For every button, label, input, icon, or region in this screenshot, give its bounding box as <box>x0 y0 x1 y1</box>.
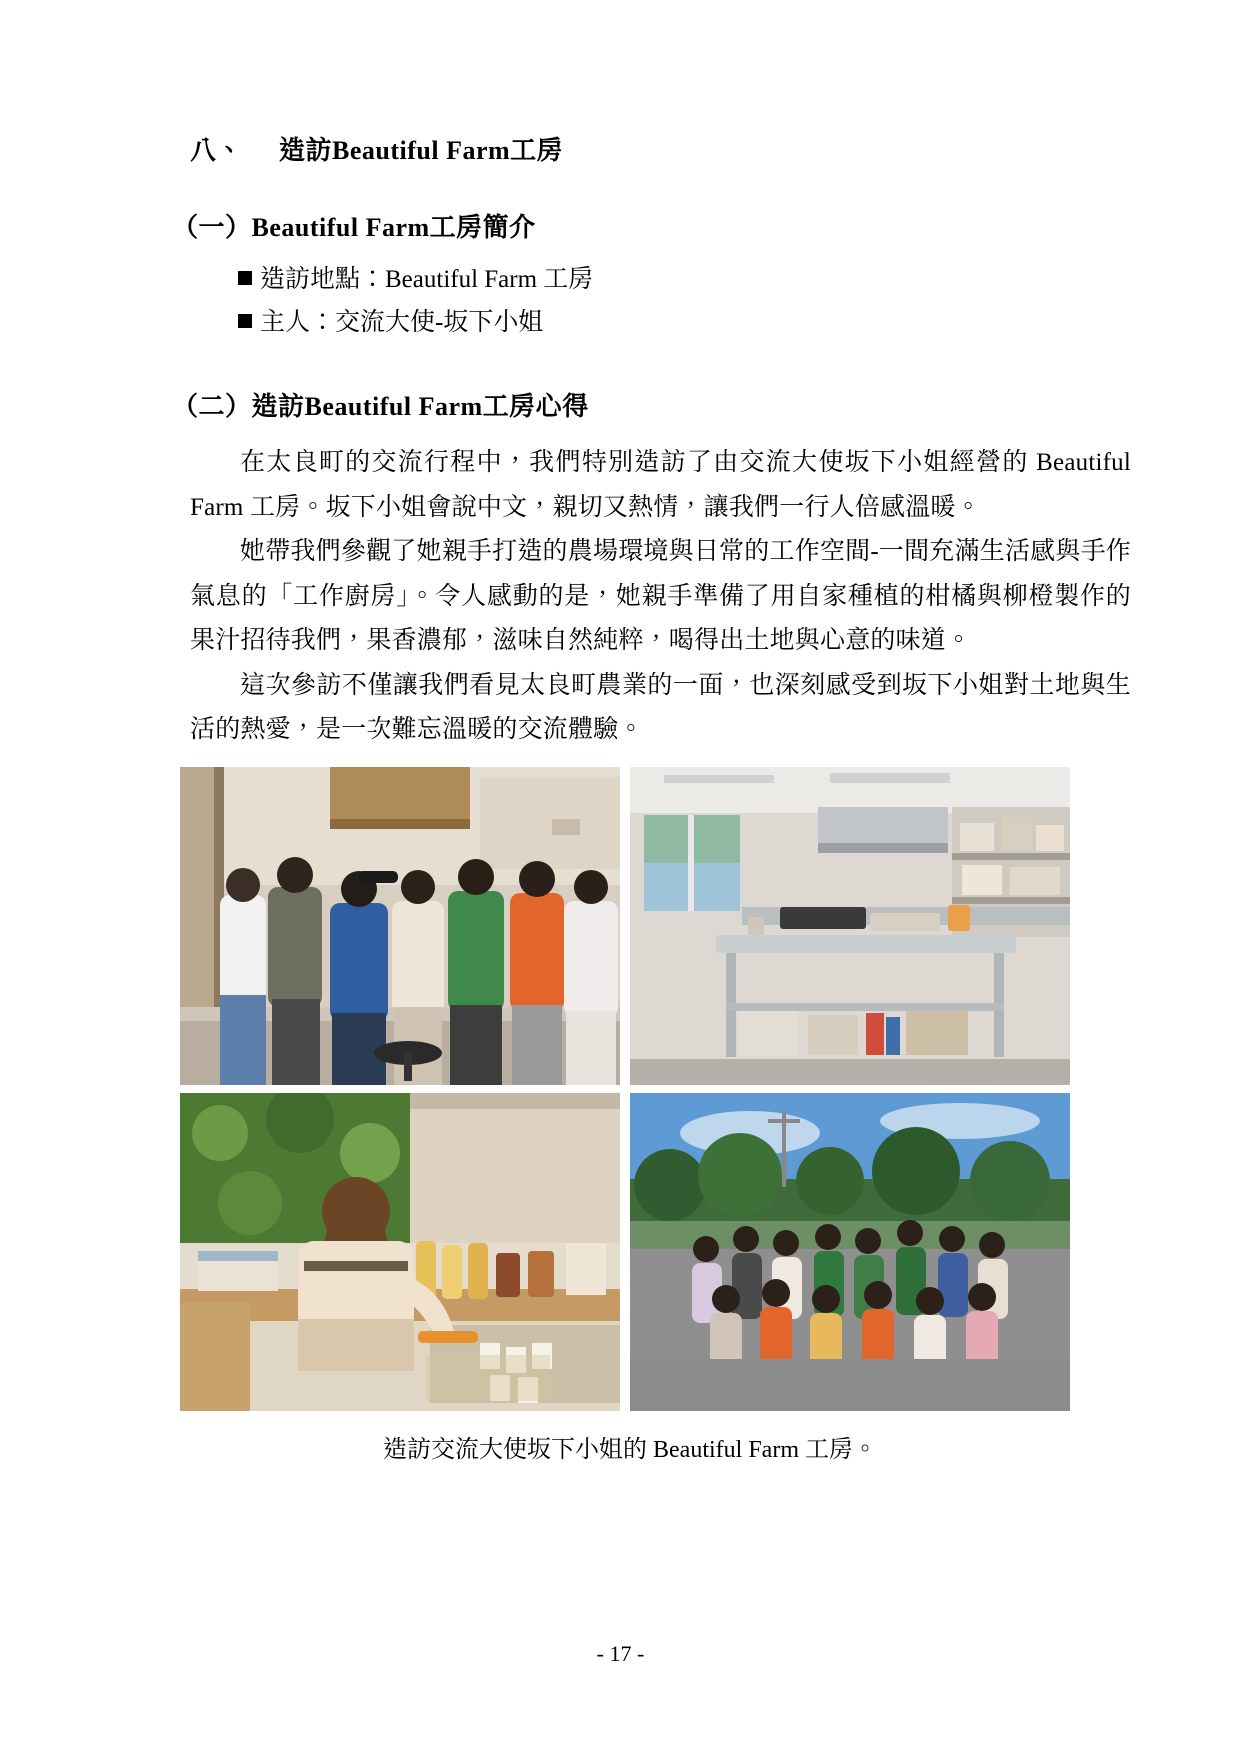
photo-group-outdoor <box>630 1093 1070 1411</box>
list-item-label: 主人：交流大使-坂下小姐 <box>260 309 544 336</box>
intro-bullet-list <box>238 258 1131 344</box>
photo-pouring-juice <box>180 1093 620 1411</box>
section-heading <box>190 130 1131 167</box>
photo-group-in-workshop <box>180 767 620 1085</box>
photo-work-kitchen <box>630 767 1070 1085</box>
square-bullet-icon <box>238 271 252 285</box>
subsection-2-heading: （二）造訪Beautiful Farm工房心得 <box>172 392 589 421</box>
paragraph-1: 在太良町的交流行程中，我們特別造訪了由交流大使坂下小姐經營的 Beautiful Farm 工房。坂下小姐會說中文，親切又熱情，讓我們一行人倍感溫暖。 <box>190 449 1131 521</box>
subsection-1-heading: （一）Beautiful Farm工房簡介 <box>172 213 536 242</box>
list-item <box>238 258 1131 301</box>
photo-grid <box>180 767 1131 1411</box>
page-number: - 17 - <box>596 1641 645 1666</box>
section-number: 八、 <box>190 136 244 165</box>
photo-caption: 造訪交流大使坂下小姐的 Beautiful Farm 工房。 <box>383 1436 877 1463</box>
paragraph-2: 她帶我們參觀了她親手打造的農場環境與日常的工作空間-一間充滿生活感與手作氣息的「工作廚房」。令人感動的是，她親手準備了用自家種植的柑橘與柳橙製作的果汁招待我們，果香濃郁，滋味自然純粹，喝得出土地與心意的味道。 <box>190 538 1131 654</box>
list-item <box>238 301 1131 344</box>
paragraph-3: 這次參訪不僅讓我們看見太良町農業的一面，也深刻感受到坂下小姐對土地與生活的熱愛，是一次難忘溫暖的交流體驗。 <box>190 671 1131 743</box>
list-item-label: 造訪地點：Beautiful Farm 工房 <box>260 266 594 293</box>
square-bullet-icon <box>238 314 252 328</box>
section-title: 造訪Beautiful Farm工房 <box>279 136 564 165</box>
